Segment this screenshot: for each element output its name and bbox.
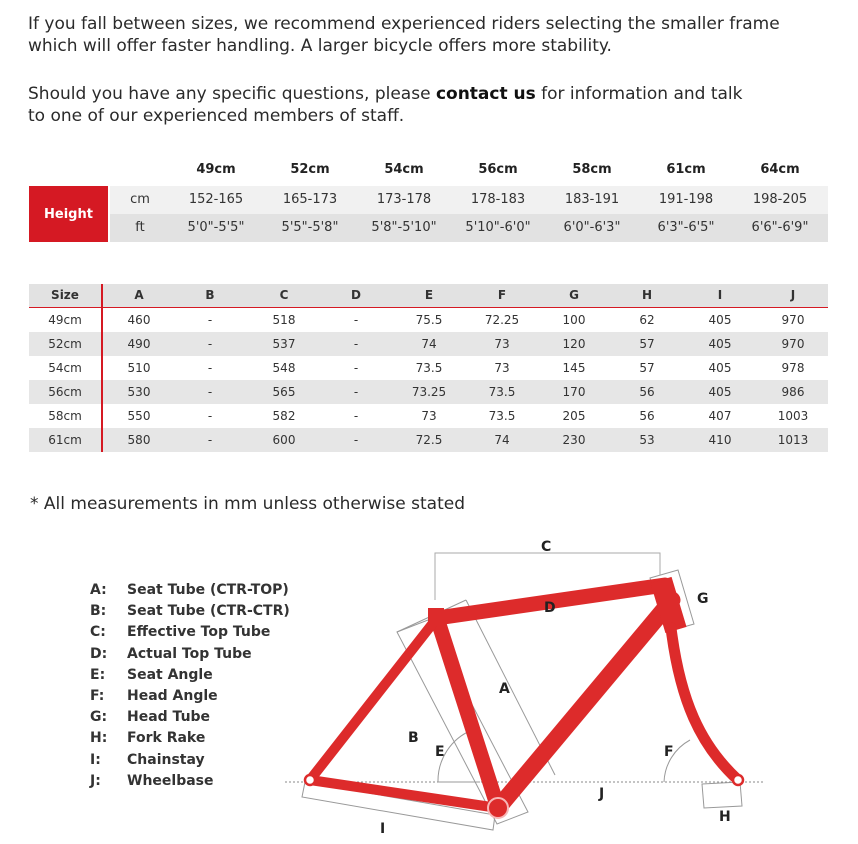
down-tube (498, 600, 672, 808)
table-cell: 405 (708, 385, 732, 399)
legend-label: Seat Tube (CTR-TOP) (127, 582, 289, 598)
legend-label: Actual Top Tube (127, 645, 252, 662)
table-cell: 548 (272, 361, 296, 375)
table-cell: 600 (272, 433, 296, 447)
table-cell: 460 (127, 313, 151, 327)
column-header: D (351, 288, 361, 302)
table-cell: 537 (272, 337, 296, 351)
table-cell: - (207, 409, 213, 423)
bottom-bracket (488, 798, 508, 818)
table-cell: 145 (562, 361, 586, 375)
table-cell: 74 (421, 337, 437, 351)
label-c: C (541, 539, 552, 555)
label-a: A (499, 681, 510, 697)
table-cell: - (207, 313, 213, 327)
table-cell: 120 (562, 337, 586, 351)
legend-key: F: (90, 687, 105, 704)
label-f: F (664, 744, 674, 760)
legend-label: Seat Angle (127, 666, 213, 683)
table-cell: 72.25 (484, 313, 520, 327)
label-d: D (544, 600, 556, 616)
table-cell: 490 (127, 337, 151, 351)
table-cell: 73 (494, 361, 510, 375)
table-cell: - (207, 361, 213, 375)
table-cell: - (207, 433, 213, 447)
height-cell: 183-191 (564, 192, 620, 207)
table-cell: 582 (272, 409, 296, 423)
legend-label: Effective Top Tube (127, 624, 271, 641)
height-cell: 5'8"-5'10" (371, 220, 437, 235)
table-cell: 405 (708, 337, 732, 351)
height-row-cm (110, 186, 828, 214)
table-cell: 986 (781, 385, 805, 399)
size-header: 49cm (196, 162, 236, 177)
legend-key: E: (90, 666, 106, 683)
table-cell: 56 (639, 409, 655, 423)
legend-key: A: (90, 582, 107, 598)
label-e: E (435, 744, 445, 760)
table-divider (101, 284, 103, 452)
table-cell: 978 (781, 361, 805, 375)
table-cell: 580 (127, 433, 151, 447)
measurement-note: * All measurements in mm unless otherwise stated (30, 494, 466, 514)
column-header: B (205, 288, 215, 302)
table-header-row (29, 284, 828, 308)
table-cell: 230 (562, 433, 586, 447)
table-cell: 970 (781, 337, 805, 351)
table-cell: - (207, 385, 213, 399)
height-cell: 165-173 (282, 192, 338, 207)
unit-label: ft (135, 220, 145, 235)
column-header: C (279, 288, 289, 302)
table-cell: 100 (562, 313, 586, 327)
table-cell: - (353, 313, 359, 327)
seat-stay (310, 618, 437, 780)
column-header: A (134, 288, 144, 302)
height-cell: 173-178 (376, 192, 432, 207)
height-row-ft (110, 214, 828, 242)
height-label: Height (29, 186, 108, 242)
table-cell: 56cm (48, 385, 82, 399)
table-cell: 75.5 (415, 313, 443, 327)
geometry-table (29, 284, 828, 452)
table-cell: - (353, 385, 359, 399)
table-cell: 565 (272, 385, 296, 399)
height-cell: 6'0"-6'3" (563, 220, 621, 235)
table-cell: 62 (639, 313, 655, 327)
table-cell: 550 (127, 409, 151, 423)
legend-key: C: (90, 624, 106, 641)
legend-label: Fork Rake (127, 730, 206, 747)
size-header: 54cm (384, 162, 424, 177)
frame-geometry-diagram (0, 530, 858, 844)
table-cell: 49cm (48, 313, 82, 327)
table-cell: 1013 (777, 433, 809, 447)
height-cell: 5'0"-5'5" (187, 220, 245, 235)
table-cell: 518 (272, 313, 296, 327)
label-h: H (719, 809, 731, 825)
fork (671, 628, 738, 780)
height-cell: 6'6"-6'9" (751, 220, 809, 235)
column-header: H (641, 288, 653, 302)
table-cell: 72.5 (415, 433, 443, 447)
height-cell: 191-198 (658, 192, 714, 207)
legend-key: G: (90, 709, 108, 726)
height-table-header (0, 162, 858, 184)
table-cell: 1003 (777, 409, 809, 423)
table-cell: - (353, 361, 359, 375)
height-cell: 178-183 (470, 192, 526, 207)
height-cell: 6'3"-6'5" (657, 220, 715, 235)
table-cell: - (353, 433, 359, 447)
table-row (29, 404, 828, 428)
table-cell: 52cm (48, 337, 82, 351)
legend-label: Wheelbase (127, 772, 214, 789)
legend-key: H: (90, 730, 108, 747)
column-header: Size (51, 288, 79, 302)
table-cell: 61cm (48, 433, 82, 447)
table-cell: 57 (639, 337, 655, 351)
table-cell: 53 (639, 433, 655, 447)
table-row (29, 428, 828, 452)
table-row (29, 356, 828, 380)
legend-label: Head Tube (127, 709, 211, 726)
legend-label: Seat Tube (CTR-CTR) (127, 603, 290, 620)
table-cell: 73.5 (488, 385, 516, 399)
table-cell: - (207, 337, 213, 351)
label-i: I (380, 821, 386, 837)
table-cell: 205 (562, 409, 586, 423)
column-header: J (790, 288, 796, 302)
table-cell: 405 (708, 313, 732, 327)
bike-frame (310, 580, 738, 808)
front-dropout (733, 775, 743, 785)
seat-cluster (428, 608, 444, 626)
table-cell: - (353, 337, 359, 351)
table-cell: 530 (127, 385, 151, 399)
label-b: B (408, 730, 419, 746)
size-header: 64cm (760, 162, 800, 177)
contact-paragraph: Should you have any specific questions, please contact us for information and talk to one of our experienced members of staff. (28, 84, 743, 126)
height-cell: 5'5"-5'8" (281, 220, 339, 235)
table-cell: 170 (562, 385, 586, 399)
table-cell: 73.5 (415, 361, 443, 375)
table-cell: 58cm (48, 409, 82, 423)
table-cell: 970 (781, 313, 805, 327)
table-cell: 510 (127, 361, 151, 375)
height-cell: 198-205 (752, 192, 808, 207)
table-row (29, 308, 828, 332)
legend-key: J: (90, 772, 101, 789)
legend-label: Chainstay (127, 751, 205, 768)
height-cell: 152-165 (188, 192, 244, 207)
size-header: 58cm (572, 162, 612, 177)
size-header: 61cm (666, 162, 706, 177)
table-row (29, 332, 828, 356)
legend-label: Head Angle (127, 687, 218, 704)
size-header: 56cm (478, 162, 518, 177)
intro-paragraph: If you fall between sizes, we recommend experienced riders selecting the smaller frame which will offer faster handling. A larger bicycle offers more stability. (28, 14, 780, 56)
unit-label: cm (130, 192, 150, 207)
size-header: 52cm (290, 162, 330, 177)
height-cell: 5'10"-6'0" (465, 220, 531, 235)
legend-key: D: (90, 645, 108, 662)
table-cell: 54cm (48, 361, 82, 375)
column-header: E (424, 288, 434, 302)
column-header: G (569, 288, 579, 302)
table-cell: 410 (708, 433, 732, 447)
head-tube (661, 580, 676, 630)
table-cell: - (353, 409, 359, 423)
legend-key: I: (90, 751, 101, 768)
table-cell: 73.25 (411, 385, 447, 399)
table-cell: 73 (421, 409, 437, 423)
label-g: G (697, 591, 709, 607)
seat-tube (437, 618, 498, 808)
chain-stay (310, 780, 498, 808)
table-cell: 407 (708, 409, 732, 423)
column-header: F (497, 288, 507, 302)
label-j: J (599, 786, 605, 802)
rear-dropout (305, 775, 315, 785)
table-cell: 73 (494, 337, 510, 351)
legend-key: B: (90, 603, 107, 620)
column-header: I (717, 288, 723, 302)
table-cell: 57 (639, 361, 655, 375)
table-cell: 74 (494, 433, 510, 447)
table-cell: 56 (639, 385, 655, 399)
table-row (29, 380, 828, 404)
table-cell: 73.5 (488, 409, 516, 423)
table-cell: 405 (708, 361, 732, 375)
contact-us-link[interactable]: contact us (435, 84, 536, 104)
